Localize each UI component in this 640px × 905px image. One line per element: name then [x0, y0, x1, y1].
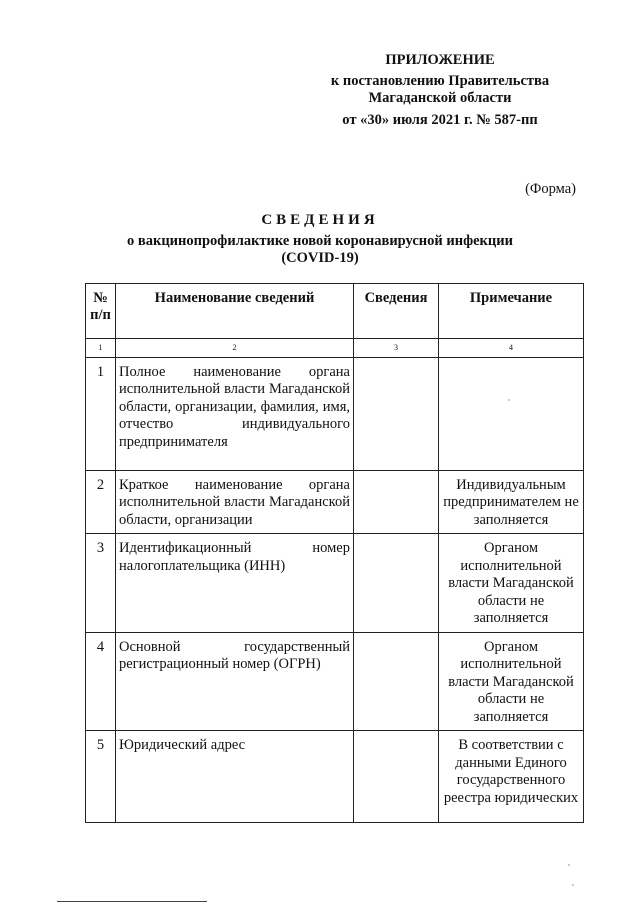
row-note: В соответствии с данными Единого государственного реестра юридических — [439, 731, 584, 823]
header-num-line-1: № — [93, 290, 108, 306]
info-table — [85, 283, 584, 823]
row-note: Органом исполнительной власти Магаданской области не заполняется — [439, 534, 584, 633]
row-name: Юридический адрес — [116, 731, 354, 823]
row-number: 5 — [86, 731, 116, 823]
table-row — [86, 534, 584, 633]
row-info-cell[interactable] — [354, 534, 439, 633]
appendix-title: ПРИЛОЖЕНИЕ — [385, 52, 495, 68]
header-info: Сведения — [354, 284, 439, 339]
row-number: 2 — [86, 470, 116, 534]
header-name: Наименование сведений — [116, 284, 354, 339]
row-note — [439, 357, 584, 470]
document-subtitle-line-1: о вакцинопрофилактике новой коронавирусной инфекции — [127, 233, 513, 249]
header-num — [86, 284, 116, 339]
document-heading — [60, 212, 580, 267]
row-name: Основной государственный регистрационный номер (ОГРН) — [116, 632, 354, 731]
row-note: Органом исполнительной власти Магаданской области не заполняется — [439, 632, 584, 731]
appendix-line-2: Магаданской области — [368, 90, 512, 106]
row-note: Индивидуальным предпринимателем не заполняется — [439, 470, 584, 534]
table-header-row — [86, 284, 584, 339]
form-label: (Форма) — [525, 181, 576, 197]
header-num-line-2: п/п — [90, 307, 111, 323]
appendix-date: от «30» июля 2021 г. № 587-пп — [342, 111, 538, 128]
table-row — [86, 470, 584, 534]
row-number: 1 — [86, 357, 116, 470]
column-number-row — [86, 339, 584, 358]
table-row — [86, 632, 584, 731]
row-name: Краткое наименование органа исполнительной власти Магаданской области, организации — [116, 470, 354, 534]
row-info-cell[interactable] — [354, 731, 439, 823]
table-row — [86, 731, 584, 823]
row-info-cell[interactable] — [354, 632, 439, 731]
row-number: 4 — [86, 632, 116, 731]
column-number: 2 — [116, 339, 354, 358]
table-row — [86, 357, 584, 470]
header-note: Примечание — [439, 284, 584, 339]
row-name: Полное наименование органа исполнительной власти Магаданской области, организации, фамилия, имя, отчество индивидуального предпринимателя — [116, 357, 354, 470]
scan-speck — [568, 864, 570, 866]
appendix-header — [300, 52, 580, 129]
column-number: 3 — [354, 339, 439, 358]
scan-speck — [572, 884, 574, 886]
scan-speck — [508, 399, 510, 401]
document-subtitle-line-2: (COVID-19) — [281, 250, 359, 266]
row-info-cell[interactable] — [354, 470, 439, 534]
appendix-line-1: к постановлению Правительства — [330, 72, 550, 89]
row-name: Идентификационный номер налогоплательщика (ИНН) — [116, 534, 354, 633]
column-number: 4 — [439, 339, 584, 358]
footnote-separator — [57, 901, 207, 902]
row-number: 3 — [86, 534, 116, 633]
column-number: 1 — [86, 339, 116, 358]
document-title: СВЕДЕНИЯ — [261, 212, 379, 228]
row-info-cell[interactable] — [354, 357, 439, 470]
